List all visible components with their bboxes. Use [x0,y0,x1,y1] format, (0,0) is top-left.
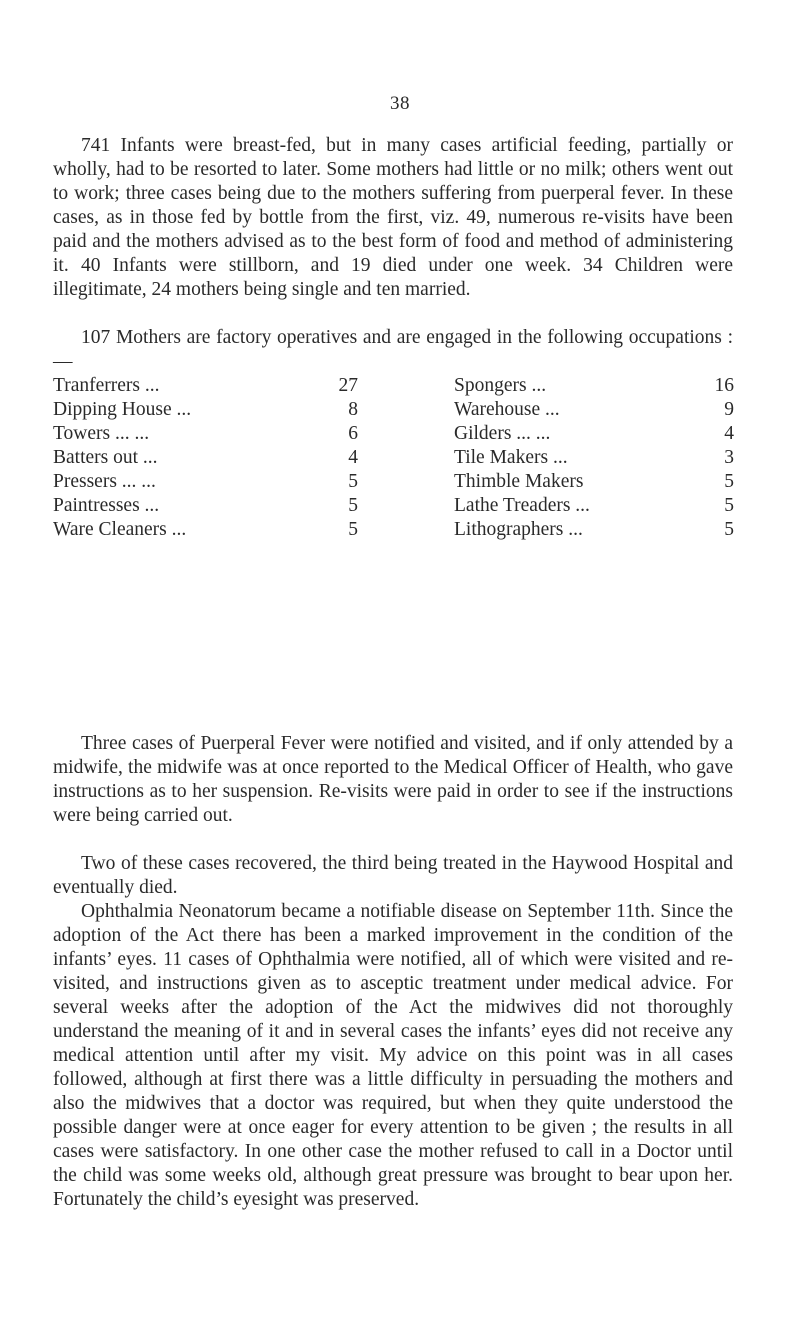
occupation-name: Towers ... ... [53,423,150,444]
occupation-row [454,470,734,494]
paragraph-text: Ophthalmia Neonatorum became a notifiable disease on September 11th. Since the adoption of the Act there has been a marked improvement in the condition of the infants’ eyes. 11 cases of Ophthalmia were notified, all of which were visited and re-visited, and instructions given as to asceptic treatment under medical advice. For several weeks after the adoption of the Act the midwives did not thoroughly understand the meaning of it and in several cases the infants’ eyes did not receive any medical attention until after my visit. My advice on this point was in all cases followed, although at first there was a little difficulty in persuading the mothers and also the midwives that a doctor was required, but when they quite understood the possible danger were at once eager for every attention to be given ; the results in all cases were satisfactory. In one other case the mother refused to call in a Doctor until the child was some weeks old, although great pressure was brought to bear upon her. Fortunately the child’s eyesight was preserved. [53,901,733,1210]
occupation-row [53,422,358,446]
occupation-row [454,518,734,542]
occupation-row [53,374,358,398]
occupation-name: Pressers ... ... [53,471,156,492]
occupation-row [53,494,358,518]
occupations-table [53,374,733,714]
occupation-row [454,374,734,398]
occupation-count: 5 [348,471,358,492]
occupation-count: 4 [724,423,734,444]
occupation-name: Gilders ... ... [454,423,551,444]
paragraph-occupations-intro [53,326,733,374]
occupation-count: 6 [348,423,358,444]
paragraph-text: 107 Mothers are factory operatives and are engaged in the following occupations :— [53,327,733,372]
occupation-row [454,398,734,422]
occupation-count: 5 [348,519,358,540]
paragraph-text: 741 Infants were breast-fed, but in many cases artificial feeding, partially or wholly, had to be resorted to later. Some mothers had little or no milk; others went out to work; three cases being due to the mothers suffering from puerperal fever. In these cases, as in those fed by bottle from the first, viz. 49, numerous re-visits have been paid and the mothers advised as to the best form of food and method of administering it. [53,135,733,276]
occupation-name: Dipping House ... [53,399,192,420]
occupation-row [454,446,734,470]
occupations-column-left [53,374,358,542]
page-number: 38 [390,93,410,114]
occupation-name: Lithographers ... [454,519,583,540]
occupation-count: 5 [724,471,734,492]
paragraph-puerperal-fever [53,732,733,828]
occupation-row [454,494,734,518]
paragraph-text: Two of these cases recovered, the third being treated in the Haywood Hospital and eventually died. [53,853,733,898]
occupation-count: 5 [724,519,734,540]
paragraph-text: 40 Infants were stillborn, and 19 died under one week. 34 Children were illegitimate, 24 mothers being single and ten married. [53,255,733,300]
occupation-row [53,470,358,494]
occupation-name: Spongers ... [454,375,547,396]
occupation-count: 5 [724,495,734,516]
paragraph-text: Three cases of Puerperal Fever were notified and visited, and if only attended by a midwife, the midwife was at once reported to the Medical Officer of Health, who gave instructions as to her suspension. Re-visits were paid in order to see if the instructions were being carried out. [53,733,733,826]
occupation-count: 3 [724,447,734,468]
occupation-count: 9 [724,399,734,420]
occupation-row [53,446,358,470]
occupations-column-right [454,374,734,542]
occupation-count: 27 [338,375,358,396]
occupation-name: Tile Makers ... [454,447,568,468]
paragraph-stillborn [53,254,733,302]
paragraph-recovered [53,852,733,900]
occupation-count: 16 [714,375,734,396]
occupation-name: Paintresses ... [53,495,160,516]
occupation-count: 4 [348,447,358,468]
occupation-count: 5 [348,495,358,516]
occupation-count: 8 [348,399,358,420]
occupation-name: Thimble Makers [454,471,584,492]
occupation-name: Lathe Treaders ... [454,495,590,516]
occupation-name: Tranferrers ... [53,375,160,396]
occupation-row [53,398,358,422]
paragraph-ophthalmia [53,900,733,1212]
occupation-name: Warehouse ... [454,399,560,420]
occupation-row [53,518,358,542]
occupation-name: Ware Cleaners ... [53,519,187,540]
occupation-row [454,422,734,446]
occupation-name: Batters out ... [53,447,158,468]
